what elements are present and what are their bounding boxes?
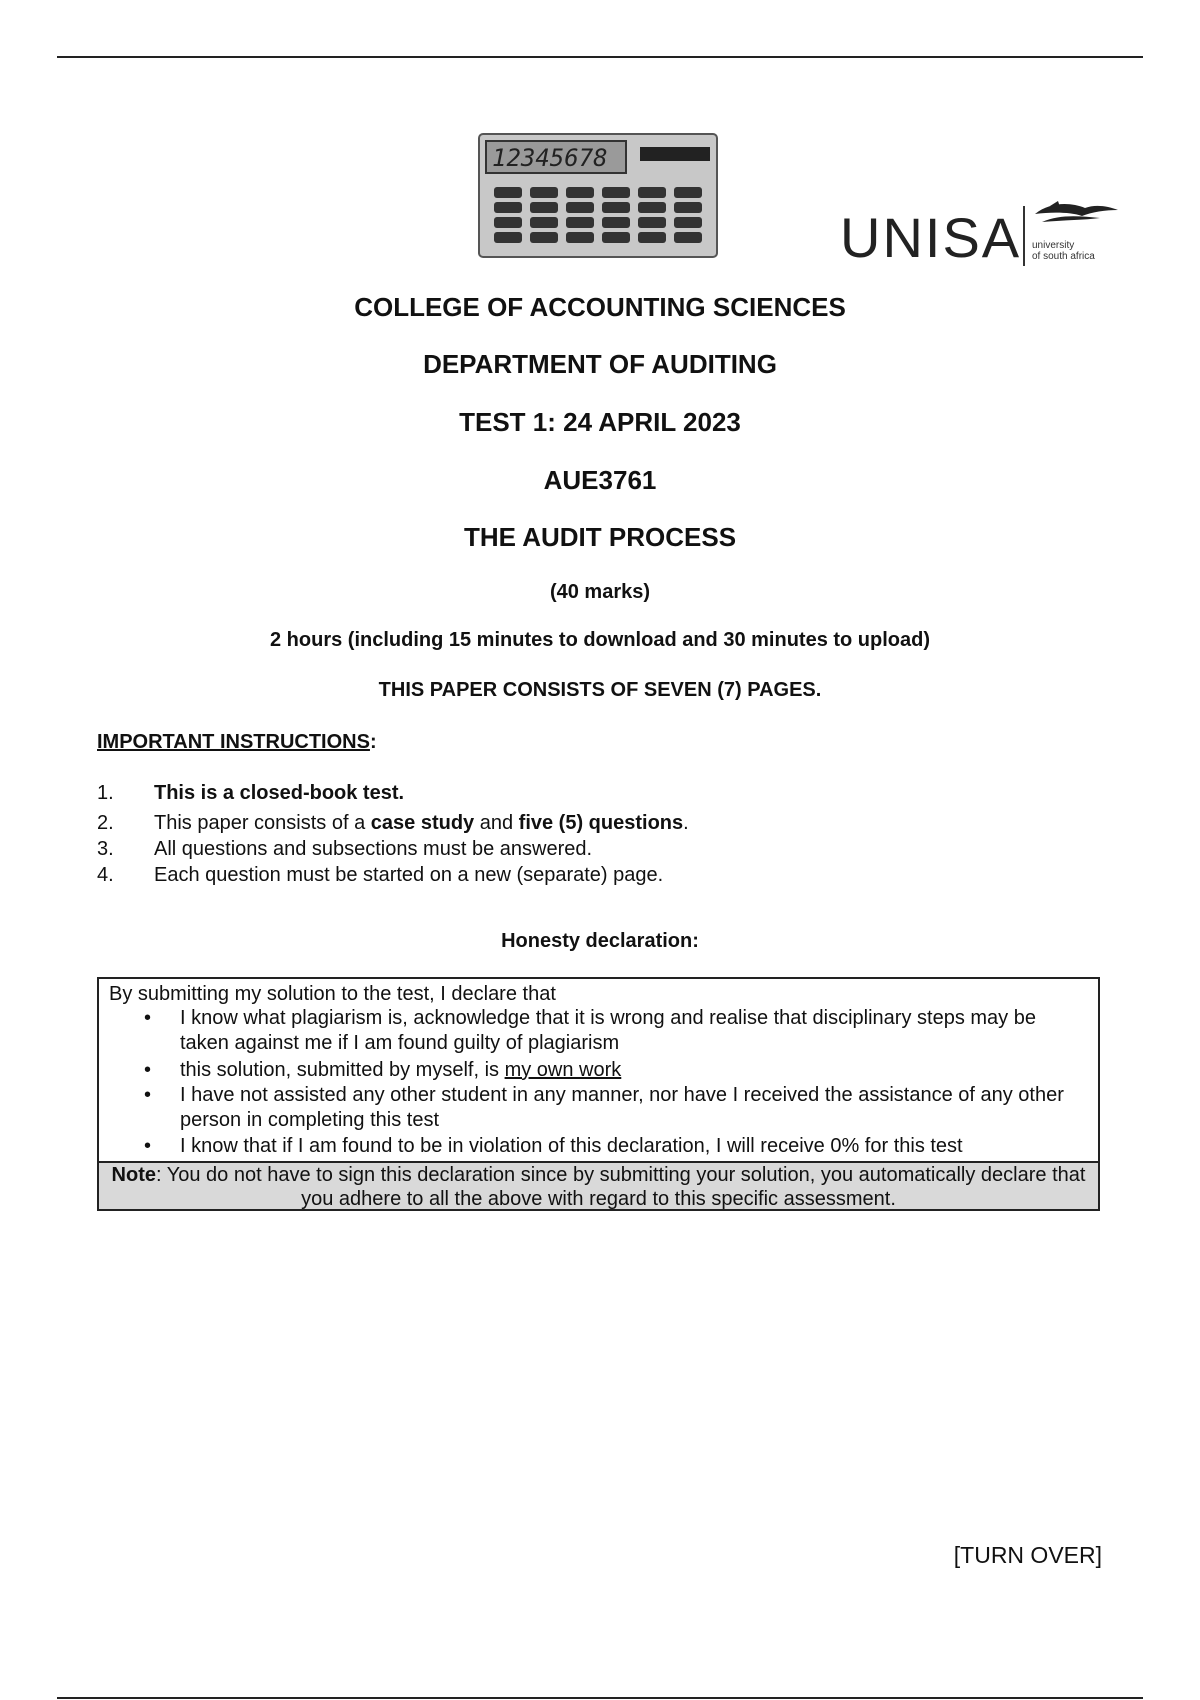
honesty-declaration-heading: Honesty declaration: <box>501 930 699 952</box>
instruction-text: Each question must be started on a new (separate) page. <box>154 864 664 886</box>
instruction-text <box>154 810 689 836</box>
instruction-text-part: and <box>474 812 519 834</box>
instruction-item <box>97 836 1097 862</box>
instruction-emphasis: case study <box>370 812 475 834</box>
instruction-number: 2. <box>97 812 114 834</box>
declaration-box <box>97 977 1100 1211</box>
unisa-wordmark: UNISA <box>840 206 1022 269</box>
note-text: : You do not have to sign this declaration since by submitting your solution, you automatically declare that you adhere to all the above with regard to this specific assessment. <box>156 1164 1086 1210</box>
bullet-icon: • <box>144 1135 152 1157</box>
calculator-display: 12345678 <box>492 144 608 172</box>
instruction-item <box>97 810 1097 836</box>
calculator-key <box>638 202 666 213</box>
bullet-icon: • <box>144 1007 152 1029</box>
module-code: AUE3761 <box>543 465 657 495</box>
calculator-key <box>674 232 702 243</box>
declaration-intro: By submitting my solution to the test, I declare that <box>109 983 556 1005</box>
calculator-key <box>638 217 666 228</box>
instruction-number: 1. <box>97 782 114 804</box>
calculator-key <box>602 202 630 213</box>
declaration-note <box>99 1161 1098 1209</box>
calculator-key <box>638 187 666 198</box>
declaration-underlined-text: my own work <box>504 1059 622 1081</box>
calculator-key <box>602 232 630 243</box>
calculator-key <box>494 217 522 228</box>
instruction-emphasis: five (5) questions <box>518 812 684 834</box>
calculator-key <box>494 202 522 213</box>
calculator-key <box>566 232 594 243</box>
calculator-key <box>602 187 630 198</box>
unisa-tagline <box>1032 240 1095 262</box>
instruction-bold-text: This is a closed-book test. <box>154 782 405 804</box>
logo-divider <box>1023 206 1025 266</box>
calculator-key <box>638 232 666 243</box>
calculator-key <box>674 202 702 213</box>
turn-over-label: [TURN OVER] <box>953 1542 1102 1568</box>
declaration-bullet-text: I know what plagiarism is, acknowledge that it is wrong and realise that disciplinary steps may be taken against me if I am found guilty of plagiarism <box>180 1007 1036 1054</box>
instruction-text: All questions and subsections must be answered. <box>154 838 593 860</box>
instructions-list <box>97 780 1097 888</box>
calculator-key <box>674 217 702 228</box>
top-rule <box>57 56 1143 58</box>
unisa-logo <box>840 200 1120 272</box>
test-date-heading: TEST 1: 24 APRIL 2023 <box>459 407 741 437</box>
instruction-text <box>154 780 404 806</box>
instructions-heading <box>97 731 377 754</box>
calculator-key <box>530 202 558 213</box>
instruction-item <box>97 862 1097 888</box>
college-heading: COLLEGE OF ACCOUNTING SCIENCES <box>354 292 846 322</box>
tagline-line-2: of south africa <box>1032 251 1095 262</box>
bullet-icon: • <box>144 1084 152 1106</box>
duration-text: 2 hours (including 15 minutes to download and 30 minutes to upload) <box>269 629 931 651</box>
total-marks: (40 marks) <box>549 581 651 603</box>
calculator-key <box>674 187 702 198</box>
page-count-text: THIS PAPER CONSISTS OF SEVEN (7) PAGES. <box>378 679 822 701</box>
bird-emblem-icon <box>1030 200 1120 236</box>
declaration-bullet-text: I know that if I am found to be in violation of this declaration, I will receive 0% for this test <box>180 1135 963 1157</box>
instructions-heading-colon: : <box>369 731 377 753</box>
calculator-key <box>530 187 558 198</box>
instruction-number: 3. <box>97 838 114 860</box>
calculator-key <box>494 187 522 198</box>
calculator-key <box>566 187 594 198</box>
calculator-key <box>566 217 594 228</box>
bottom-rule <box>57 1697 1143 1699</box>
module-title: THE AUDIT PROCESS <box>463 522 737 552</box>
bullet-icon: • <box>144 1059 152 1081</box>
instruction-item <box>97 780 1097 806</box>
calculator-key <box>494 232 522 243</box>
instruction-number: 4. <box>97 864 114 886</box>
note-label: Note <box>111 1164 156 1186</box>
calculator-image <box>478 133 718 258</box>
instruction-text-part: . <box>683 812 689 834</box>
instructions-heading-text: IMPORTANT INSTRUCTIONS <box>97 731 370 753</box>
declaration-bullet-text-part: this solution, submitted by myself, is <box>180 1059 505 1081</box>
tagline-line-1: university <box>1032 240 1075 251</box>
calculator-key <box>602 217 630 228</box>
declaration-bullet-text <box>180 1058 1080 1083</box>
calculator-key <box>530 232 558 243</box>
instruction-text-part: This paper consists of a <box>154 812 371 834</box>
calculator-key <box>566 202 594 213</box>
calculator-key <box>530 217 558 228</box>
department-heading: DEPARTMENT OF AUDITING <box>423 349 777 379</box>
declaration-bullet-text: I have not assisted any other student in any manner, nor have I received the assistance of any other person in completing this test <box>180 1084 1064 1131</box>
